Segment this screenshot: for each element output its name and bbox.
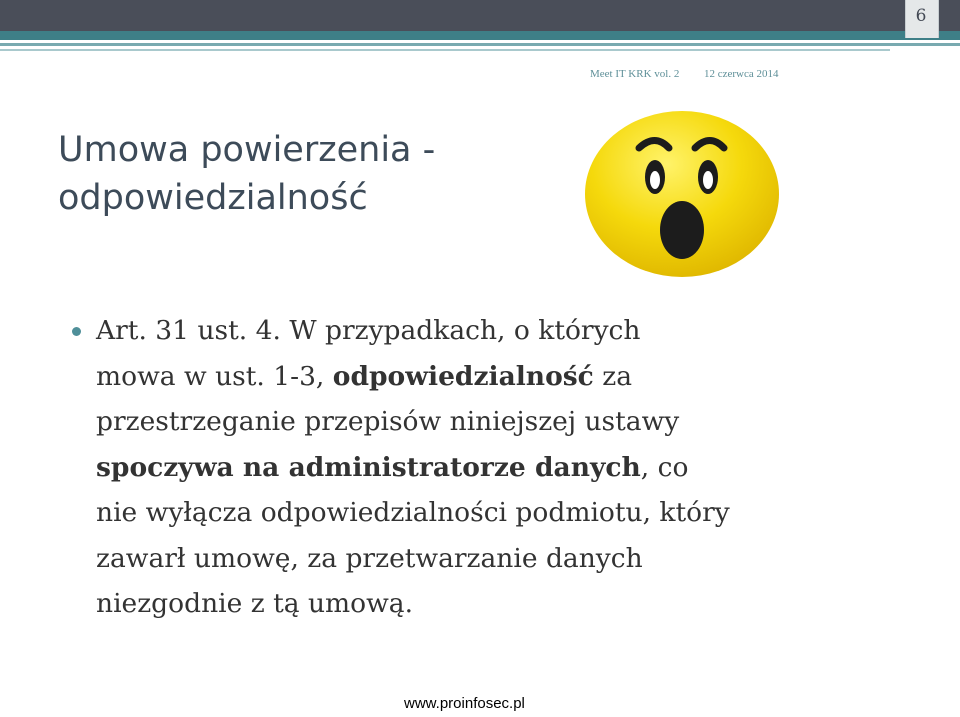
body-line-6: zawarł umowę, za przetwarzanie danych xyxy=(96,542,643,574)
mouth xyxy=(660,201,704,259)
body-line-7: niezgodnie z tą umową. xyxy=(96,588,414,619)
right-eye-highlight xyxy=(703,171,713,189)
body-line-1: Art. 31 ust. 4. W przypadkach, o których xyxy=(96,315,641,346)
top-rule-thin xyxy=(0,49,890,51)
body-line-3: przestrzeganie przepisów niniejszej ustawy xyxy=(96,406,680,437)
bullet-list xyxy=(68,308,898,627)
body-emphasis-responsibility: odpowiedzialność xyxy=(332,360,594,392)
footer-url: www.proinfosec.pl xyxy=(404,695,525,712)
left-eye-highlight xyxy=(650,171,660,189)
body-line-5: nie wyłącza odpowiedzialności podmiotu, który xyxy=(96,497,730,528)
top-rule xyxy=(0,43,960,46)
event-name: Meet IT KRK vol. 2 xyxy=(590,68,680,80)
event-date: 12 czerwca 2014 xyxy=(704,68,779,80)
body-line-2 xyxy=(96,354,898,400)
body-line-2-start: mowa w ust. 1-3, xyxy=(96,360,333,392)
body-line-4-end: , co xyxy=(640,451,689,483)
body-line-4 xyxy=(96,445,898,491)
slide-title xyxy=(58,126,568,222)
list-item xyxy=(68,308,898,627)
top-accent-band xyxy=(0,31,960,40)
body-line-2-end: za xyxy=(593,360,632,392)
title-line-1: Umowa powierzenia - xyxy=(58,130,436,170)
page-number: 6 xyxy=(915,6,927,26)
title-line-2: odpowiedzialność xyxy=(58,178,368,218)
surprised-face-icon xyxy=(583,108,781,278)
bullet-icon xyxy=(72,327,81,336)
body-emphasis-administrator: spoczywa na administratorze danych xyxy=(96,451,641,483)
top-band xyxy=(0,0,960,31)
